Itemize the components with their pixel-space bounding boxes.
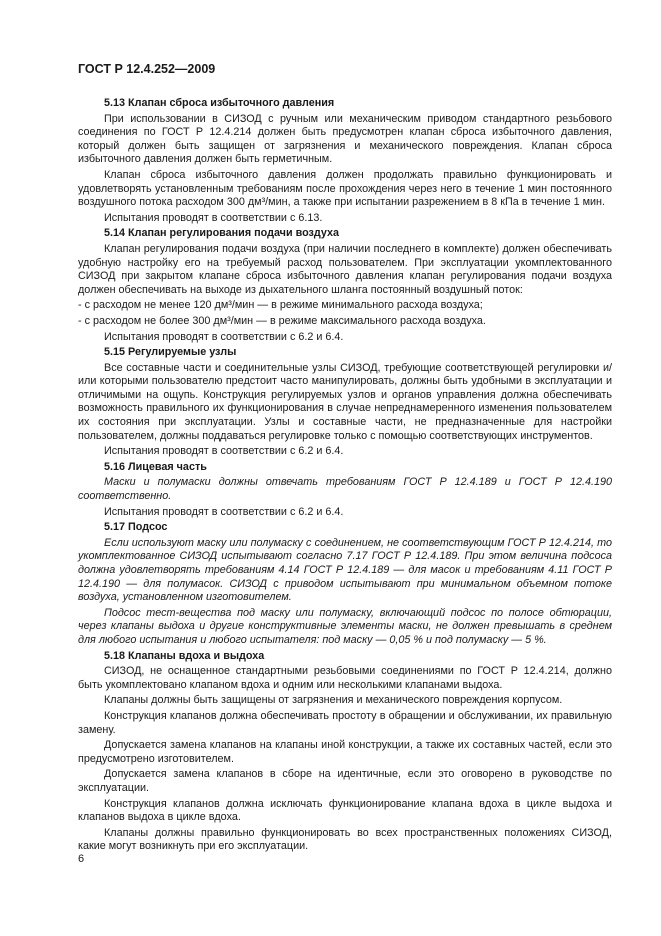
list-item: - с расходом не менее 120 дм³/мин — в режиме минимального расхода воздуха;	[78, 299, 483, 312]
section-heading: 5.14 Клапан регулирования подачи воздуха	[104, 227, 340, 240]
list-item: - с расходом не более 300 дм³/мин — в режиме максимального расхода воздуха.	[78, 314, 486, 327]
italic-paragraph: Если используют маску или полумаску с соединением, не соответствующим ГОСТ Р 12.4.214, то укомплектованное СИЗОД испытывают согласно 7.17 ГОСТ Р 12.4.189. При этом величина подсоса должна удовлетворять требованиям 4.14 ГОСТ Р 12.4.189 — для масок и требованиям 4.11 ГОСТ Р 12.4.190 — для полумасок. СИЗОД с приводом испытывают при минимальном объемном потоке воздуха, установленном изготовителем.	[78, 536, 612, 604]
paragraph: Конструкция клапанов должна обеспечивать простоту в обращении и обслуживании, их правильную замену.	[78, 709, 612, 736]
paragraph: Испытания проводят в соответствии с 6.2 и 6.4.	[104, 445, 344, 458]
paragraph: Все составные части и соединительные узлы СИЗОД, требующие соответствующей регулировки и/или которыми пользователю предстоит часто манипулировать, должны быть удобными в эксплуатации и отличимыми на ощупь. Конструкция регулируемых узлов и органов управления должна обеспечивать возможность правильного их функционирования в случае непреднамеренного изменения пользователем их состояния при эксплуатации. Узлы и составные части, не предназначенные для настройки пользователем, должны поддаваться регулировке только с помощью соответствующих инструментов.	[78, 361, 612, 442]
section-heading: 5.15 Регулируемые узлы	[104, 346, 237, 359]
section-heading: 5.16 Лицевая часть	[104, 460, 207, 473]
paragraph: Клапан сброса избыточного давления должен продолжать правильно функционировать и удовлетворять установленным требованиям после прохождения через него в течение 1 мин постоянного воздушного потока расходом 300 дм³/мин, а также при испытании разрежением в 8 кПа в течение 1 мин.	[78, 168, 612, 209]
paragraph: Испытания проводят в соответствии с 6.2 и 6.4.	[104, 505, 344, 518]
paragraph: Клапан регулирования подачи воздуха (при наличии последнего в комплекте) должен обеспечивать удобную настройку его на требуемый расход пользователем. При эксплуатации укомплектованного СИЗОД при закрытом клапане сброса избыточного давления клапан регулирования подачи воздуха должен обеспечивать на выходе из дыхательного шланга постоянный воздушный поток:	[78, 242, 612, 296]
paragraph: Испытания проводят в соответствии с 6.13.	[104, 211, 323, 224]
section-heading: 5.18 Клапаны вдоха и выдоха	[104, 649, 265, 662]
page-number: 6	[78, 853, 85, 865]
paragraph: При использовании в СИЗОД с ручным или механическим приводом стандартного резьбового соединения по ГОСТ Р 12.4.214 должен быть предусмотрен клапан сброса избыточного давления, который должен быть защищен от загрязнения и механического повреждения. Клапан сброса избыточного давления должен быть герметичным.	[78, 112, 612, 166]
paragraph: Клапаны должны правильно функционировать во всех пространственных положениях СИЗОД, какие могут возникнуть при его эксплуатации.	[78, 826, 612, 853]
section-heading: 5.17 Подсос	[104, 521, 168, 534]
paragraph: Клапаны должны быть защищены от загрязнения и механического повреждения корпусом.	[104, 694, 563, 707]
paragraph: Допускается замена клапанов на клапаны иной конструкции, а также их составных частей, если это предусмотрено изготовителем.	[78, 739, 612, 765]
paragraph: Конструкция клапанов должна исключать функционирование клапана вдоха в цикле выдоха и клапанов выдоха в цикле вдоха.	[78, 797, 612, 824]
section-heading: 5.13 Клапан сброса избыточного давления	[104, 97, 335, 109]
paragraph: Допускается замена клапанов в сборе на идентичные, если это оговорено в руководстве по эксплуатации.	[78, 768, 612, 794]
document-body	[78, 97, 612, 856]
paragraph: Испытания проводят в соответствии с 6.2 и 6.4.	[104, 330, 344, 343]
paragraph: СИЗОД, не оснащенное стандартными резьбовыми соединениями по ГОСТ Р 12.4.214, должно быть укомплектовано клапаном вдоха и одним или несколькими клапанами выдоха.	[78, 665, 612, 691]
italic-paragraph: Маски и полумаски должны отвечать требованиям ГОСТ Р 12.4.189 и ГОСТ Р 12.4.190 соответственно.	[78, 476, 612, 503]
italic-paragraph: Подсос тест-вещества под маску или полумаску, включающий подсос по полосе обтюрации, через клапаны выдоха и другие конструктивные элементы маски, не должен превышать в среднем для любого испытания и любого испытателя: под маску — 0,05 % и под полумаску — 5 %.	[78, 606, 612, 646]
document-header: ГОСТ Р 12.4.252—2009	[78, 62, 216, 76]
